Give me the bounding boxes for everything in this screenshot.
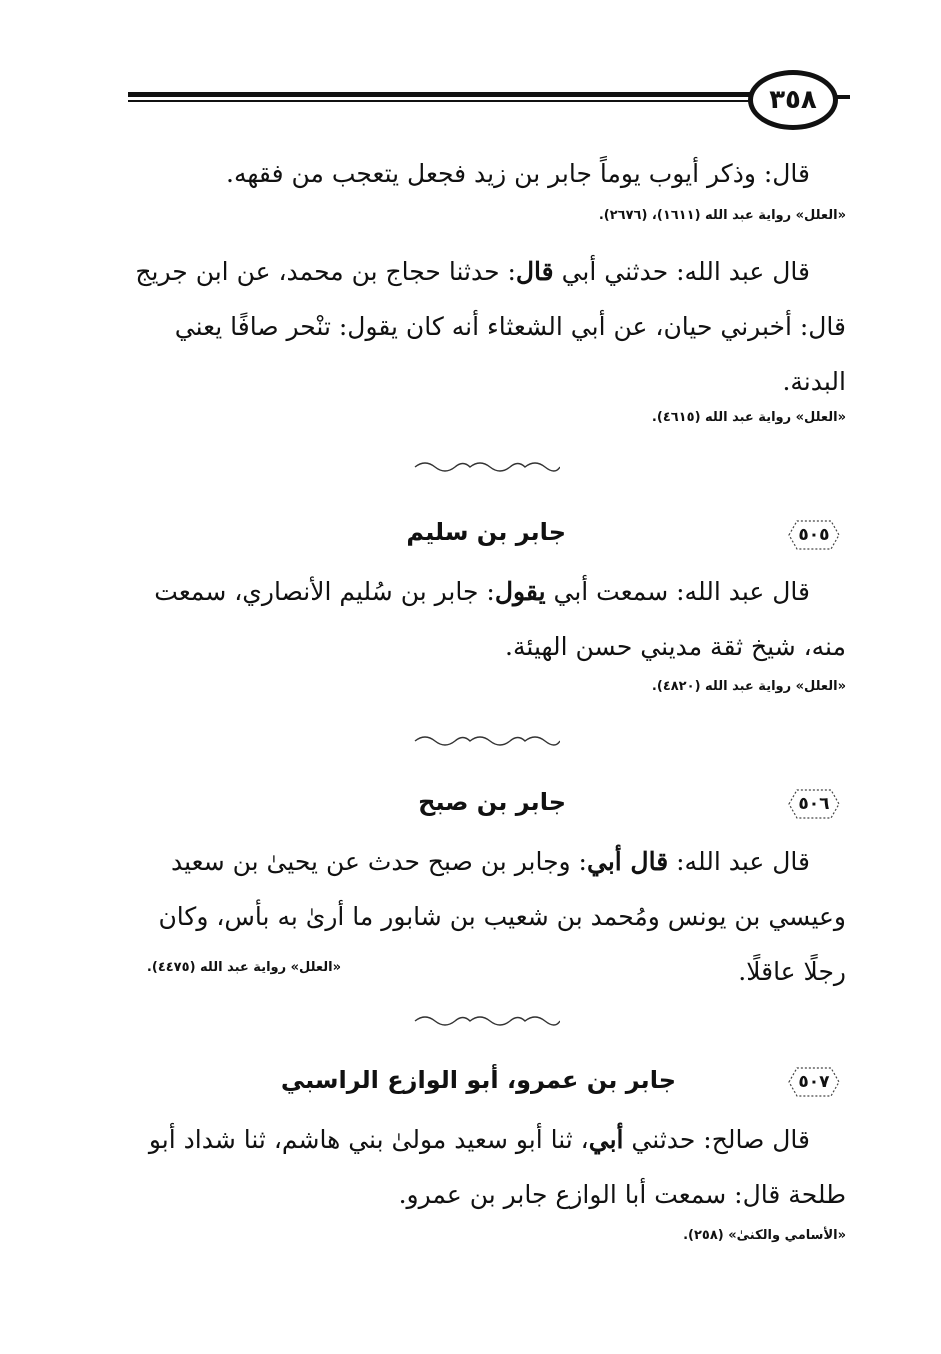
entry-number: ٥٠٥ xyxy=(798,525,830,545)
entry-number: ٥٠٦ xyxy=(798,794,830,814)
page-number: ٣٥٨ xyxy=(748,70,838,130)
entry-keyword: يقول xyxy=(494,577,546,606)
paragraph-2-text-b: : حدثنا حجاج بن محمد، عن ابن جريج قال: أخبرني حيان، عن أبي الشعثاء أنه كان يقول: تنْحر صافًا يعني البدنة. xyxy=(135,257,846,396)
entry-citation: «العلل» رواية عبد الله (٤٨٢٠). xyxy=(651,679,846,694)
paragraph-2 xyxy=(121,244,846,409)
paragraph-1: قال: وذكر أيوب يوماً جابر بن زيد فجعل يتعجب من فقهه. xyxy=(226,159,810,188)
entry-keyword: أبي xyxy=(588,1125,624,1154)
entry-number-badge-507 xyxy=(785,1064,843,1100)
citation-1: «العلل» رواية عبد الله (١٦١١)، (٢٦٧٦). xyxy=(598,208,846,223)
paragraph-2-keyword: قال xyxy=(515,257,554,286)
entry-text-a: قال عبد الله: سمعت أبي xyxy=(545,577,810,606)
header-rule-thick xyxy=(128,92,750,97)
entry-number-badge-506 xyxy=(785,786,843,822)
entry-text-a: قال صالح: حدثني xyxy=(623,1125,810,1154)
entry-text xyxy=(121,564,846,674)
entry-text-b: ، ثنا أبو سعيد مولىٰ بني هاشم، ثنا شداد أبو طلحة قال: سمعت أبا الوازع جابر بن عمرو. xyxy=(148,1125,846,1209)
header-rule-right xyxy=(836,95,850,99)
entry-number: ٥٠٧ xyxy=(798,1072,830,1092)
ornament-divider-1 xyxy=(410,460,560,474)
entry-keyword: قال أبي xyxy=(586,847,669,876)
ornament-divider-3 xyxy=(410,1014,560,1028)
entry-text xyxy=(121,1112,846,1222)
entry-text-b: : وجابر بن صبح حدث عن يحيىٰ بن سعيد وعيسي بن يونس ومُحمد بن شعيب بن شابور ما أرىٰ به بأس، وكان رجلًا عاقلًا. xyxy=(158,847,846,986)
entry-title: جابر بن سليم xyxy=(406,518,566,546)
entry-title: جابر بن عمرو، أبو الوازع الراسبي xyxy=(280,1066,676,1094)
entry-text-b: : جابر بن سُليم الأنصاري، سمعت منه، شيخ ثقة مديني حسن الهيئة. xyxy=(154,577,846,661)
citation-2: «العلل» رواية عبد الله (٤٦١٥). xyxy=(651,410,846,425)
entry-number-badge-505 xyxy=(785,517,843,553)
ornament-divider-2 xyxy=(410,734,560,748)
paragraph-2-text-a: قال عبد الله: حدثني أبي xyxy=(553,257,810,286)
entry-title: جابر بن صبح xyxy=(418,788,566,816)
header-rule-thin xyxy=(128,100,750,102)
entry-citation: «الأسامي والكنىٰ» (٢٥٨). xyxy=(683,1228,846,1243)
entry-text-a: قال عبد الله: xyxy=(668,847,810,876)
entry-citation: «العلل» رواية عبد الله (٤٤٧٥). xyxy=(146,960,341,975)
